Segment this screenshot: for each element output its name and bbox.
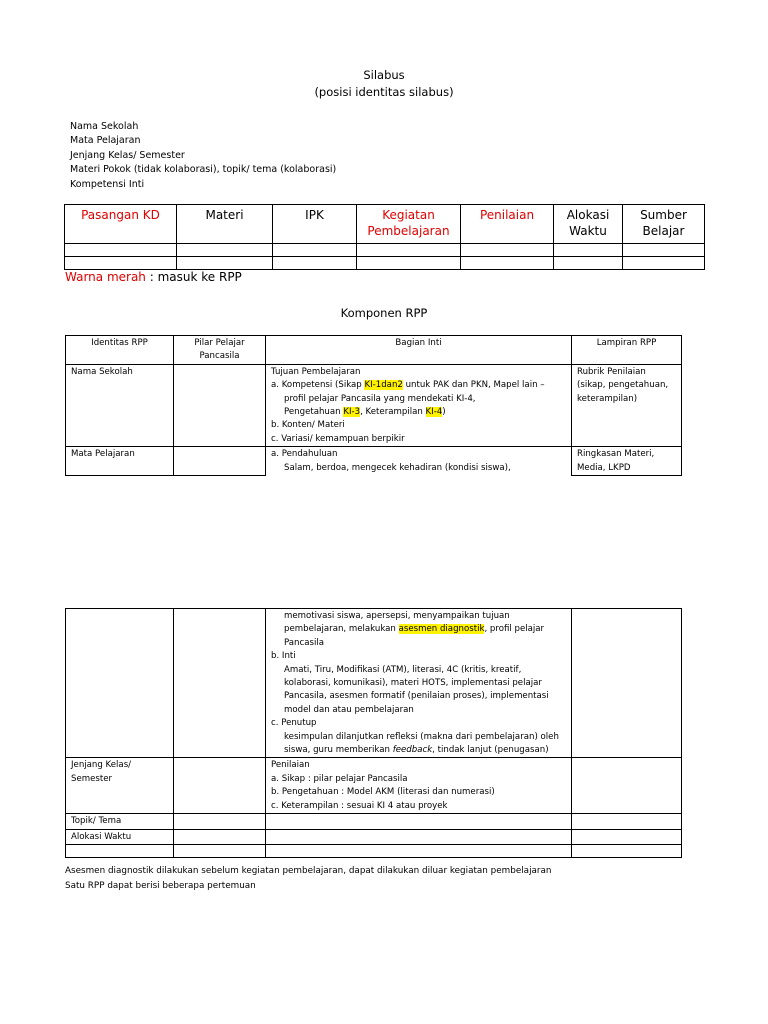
cell-tujuan-pembelajaran: Tujuan Pembelajaran a. Kompetensi (Sikap KI-1dan2 untuk PAK dan PKN, Mapel lain – profil pelajar Pancasila yang mendekati KI-4, Pengetahuan KI-3, Keterampilan KI-4) b. Konten/ Materi c. Variasi/ kemampuan berpikir xyxy=(266,364,572,446)
footnote: Satu RPP dapat berisi beberapa pertemuan xyxy=(65,880,256,891)
table-row xyxy=(66,829,682,844)
identity-list xyxy=(70,120,336,192)
footnote: Asesmen diagnostik dilakukan sebelum kegiatan pembelajaran, dapat dilakukan diluar kegiatan pembelajaran xyxy=(65,866,552,876)
table-row xyxy=(65,244,705,257)
identity-item: Kompetensi Inti xyxy=(70,178,145,190)
identity-item: Mata Pelajaran xyxy=(70,135,141,147)
header-identitas-rpp: Identitas RPP xyxy=(66,336,174,365)
header-sumber-belajar: Sumber Belajar xyxy=(623,205,705,244)
header-bagian-inti: Bagian Inti xyxy=(266,336,572,365)
identity-item: Nama Sekolah xyxy=(70,121,139,132)
cell-rubrik-penilaian: Rubrik Penilaian (sikap, pengetahuan, keterampilan) xyxy=(572,364,682,446)
header-penilaian: Penilaian xyxy=(461,205,554,244)
table-row xyxy=(66,447,682,476)
cell-topik-tema: Topik/ Tema xyxy=(66,814,174,829)
table-row xyxy=(66,364,682,446)
header-materi: Materi xyxy=(177,205,273,244)
header-ipk: IPK xyxy=(273,205,357,244)
cell-ringkasan-materi: Ringkasan Materi, Media, LKPD xyxy=(572,447,682,476)
highlight: KI-4 xyxy=(425,407,443,418)
table-row xyxy=(66,758,682,814)
title-line-1: Silabus xyxy=(363,68,405,82)
highlight: asesmen diagnostik xyxy=(398,624,485,635)
header-alokasi-waktu: Alokasi Waktu xyxy=(554,205,623,244)
header-kegiatan-pembelajaran: Kegiatan Pembelajaran xyxy=(357,205,461,244)
table-row xyxy=(66,844,682,857)
silabus-table xyxy=(64,204,705,270)
header-lampiran-rpp: Lampiran RPP xyxy=(572,336,682,365)
cell-jenjang-kelas: Jenjang Kelas/ Semester xyxy=(66,758,174,814)
cell-nama-sekolah: Nama Sekolah xyxy=(66,364,174,446)
cell-mata-pelajaran: Mata Pelajaran xyxy=(66,447,174,476)
komponen-table xyxy=(65,335,682,476)
identity-item: Jenjang Kelas/ Semester xyxy=(70,149,185,161)
color-note: Warna merah : masuk ke RPP xyxy=(65,270,242,284)
silabus-header-row xyxy=(65,205,705,244)
komponen-title: Komponen RPP xyxy=(340,306,428,320)
komponen-header-row xyxy=(66,336,682,365)
document-title xyxy=(0,67,768,101)
table-row xyxy=(66,609,682,758)
table-row xyxy=(66,814,682,829)
highlight: KI-1dan2 xyxy=(364,380,403,391)
title-line-2: (posisi identitas silabus) xyxy=(314,85,454,99)
cell-pendahuluan: a. Pendahuluan Salam, berdoa, mengecek kehadiran (kondisi siswa), xyxy=(266,447,572,476)
cell-kegiatan-lanjutan: memotivasi siswa, apersepsi, menyampaikan tujuan pembelajaran, melakukan asesmen diagnostik, profil pelajar Pancasila b. Inti Amati, Tiru, Modifikasi (ATM), literasi, 4C (kritis, kreatif, kolaborasi, komunikasi), materi HOTS, implementasi pelajar Pancasila, asesmen formatif (penilaian proses), implementasi model dan atau pembelajaran c. Penutup kesimpulan dilanjutkan refleksi (makna dari pembelajaran) oleh siswa, guru memberikan feedback, tindak lanjut (penugasan) xyxy=(266,609,572,758)
footnotes xyxy=(65,864,552,893)
header-pilar-pelajar: Pilar Pelajar Pancasila xyxy=(174,336,266,365)
cell-alokasi-waktu: Alokasi Waktu xyxy=(66,829,174,844)
header-pasangan-kd: Pasangan KD xyxy=(65,205,177,244)
table-row xyxy=(65,257,705,270)
identity-item: Materi Pokok (tidak kolaborasi), topik/ tema (kolaborasi) xyxy=(70,164,337,176)
highlight: KI-3 xyxy=(343,407,361,418)
cell-penilaian: Penilaian a. Sikap : pilar pelajar Pancasila b. Pengetahuan : Model AKM (literasi dan numerasi) c. Keterampilan : sesuai KI 4 atau proyek xyxy=(266,758,572,814)
komponen-table-continued xyxy=(65,608,682,858)
